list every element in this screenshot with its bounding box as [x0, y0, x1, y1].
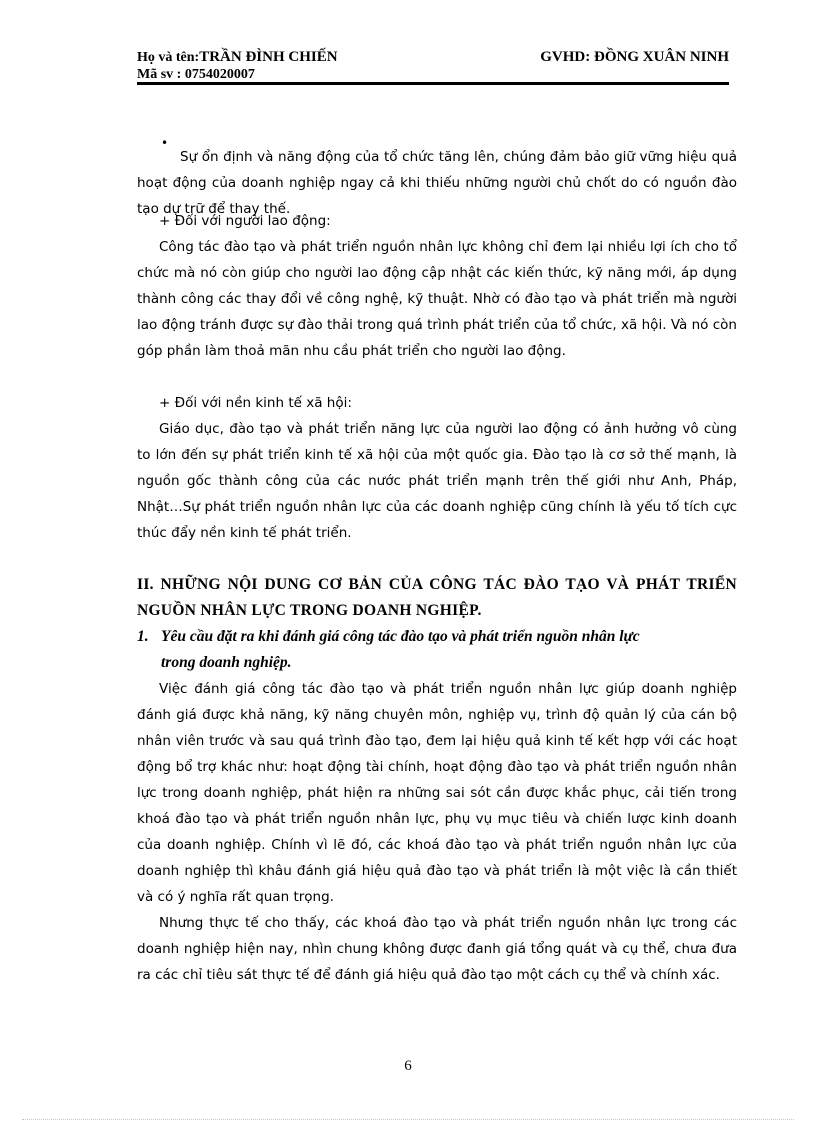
- labor-heading: + Đối với người lao động:: [159, 213, 331, 229]
- economy-heading: + Đối với nền kinh tế xã hội:: [159, 395, 352, 411]
- student-name: [137, 48, 338, 67]
- economy-section: [137, 390, 737, 546]
- labor-paragraph: Công tác đào tạo và phát triển nguồn nhân lực không chỉ đem lại nhiều lợi ích cho tổ chức mà nó còn giúp cho người lao động cập nhật các kiến thức, kỹ năng mới, áp dụng thành công các thay đổi về công nghệ, kỹ thuật. Nhờ có đào tạo và phát triển mà người lao động tránh được sự đào thải trong quá trình phát triển của tổ chức, xã hội. Và nó còn góp phần làm thoả mãn nhu cầu phát triển cho người lao động.: [137, 239, 737, 359]
- advisor-name: GVHD: ĐỒNG XUÂN NINH: [540, 49, 729, 65]
- page-number: 6: [404, 1058, 412, 1074]
- evaluation-paragraph-2: Nhưng thực tế cho thấy, các khoá đào tạo và phát triển nguồn nhân lực trong các doanh nghiệp hiện nay, nhìn chung không được đanh giá tổng quát và cụ thể, chưa đưa ra các chỉ tiêu sát thực tế để đánh giá hiệu quả đào tạo một cách cụ thể và chính xác.: [137, 915, 737, 983]
- bullet-icon: •: [161, 136, 169, 150]
- header-rule: [137, 82, 729, 85]
- subsection-number: 1.: [137, 628, 149, 645]
- section-heading: II. NHỮNG NỘI DUNG CƠ BẢN CỦA CÔNG TÁC ĐÀO TẠO VÀ PHÁT TRIỂN NGUỒN NHÂN LỰC TRONG DOANH NGHIỆP.: [137, 576, 737, 619]
- student-name-label: Họ và tên:: [137, 50, 200, 65]
- subsection-title-line1: Yêu cầu đặt ra khi đánh giá công tác đào tạo và phát triển nguồn nhân lực: [161, 628, 640, 645]
- evaluation-section: [137, 676, 737, 988]
- subsection-title-line2: trong doanh nghiệp.: [161, 654, 292, 671]
- labor-section: [137, 208, 737, 364]
- page-header: [137, 48, 729, 88]
- student-id: Mã sv : 0754020007: [137, 67, 255, 82]
- subsection-heading: [137, 624, 737, 676]
- page-bottom-border: [22, 1119, 794, 1120]
- student-name-value: TRẦN ĐÌNH CHIẾN: [199, 49, 338, 65]
- evaluation-paragraph-1: Việc đánh giá công tác đào tạo và phát triển nguồn nhân lực giúp doanh nghiệp đánh giá được khả năng, kỹ năng chuyên môn, nghiệp vụ, trình độ quản lý của cán bộ nhân viên trước và sau quá trình đào tạo, đem lại hiệu quả kinh tế kết hợp với các hoạt động bổ trợ khác như: hoạt động tài chính, hoạt động đào tạo và phát triển nguồn nhân lực trong doanh nghiệp, phát hiện ra những sai sót cần được khắc phục, cải tiến trong khoá đào tạo và phát triển nguồn nhân lực, phụ vụ mục tiêu và chiến lược kinh doanh của doanh nghiệp. Chính vì lẽ đó, các khoá đào tạo và phát triển nguồn nhân lực của doanh nghiệp thì khâu đánh giá hiệu quả đào tạo và phát triển là một việc là cần thiết và có ý nghĩa rất quan trọng.: [137, 681, 737, 905]
- economy-paragraph: Giáo dục, đào tạo và phát triển năng lực của người lao động có ảnh hưởng vô cùng to lớn đến sự phát triển kinh tế xã hội của một quốc gia. Đào tạo là cơ sở thế mạnh, là nguồn gốc thành công của các nước phát triển mạnh trên thế giới như Anh, Pháp, Nhật…Sự phát triển nguồn nhân lực của các doanh nghiệp cũng chính là yếu tố tích cực thúc đẩy nền kinh tế phát triển.: [137, 421, 737, 541]
- bullet-text: Sự ổn định và năng động của tổ chức tăng lên, chúng đảm bảo giữ vững hiệu quả hoạt động của doanh nghiệp ngay cả khi thiếu những người chủ chốt do có nguồn đào tạo dự trữ để thay thế.: [137, 148, 737, 217]
